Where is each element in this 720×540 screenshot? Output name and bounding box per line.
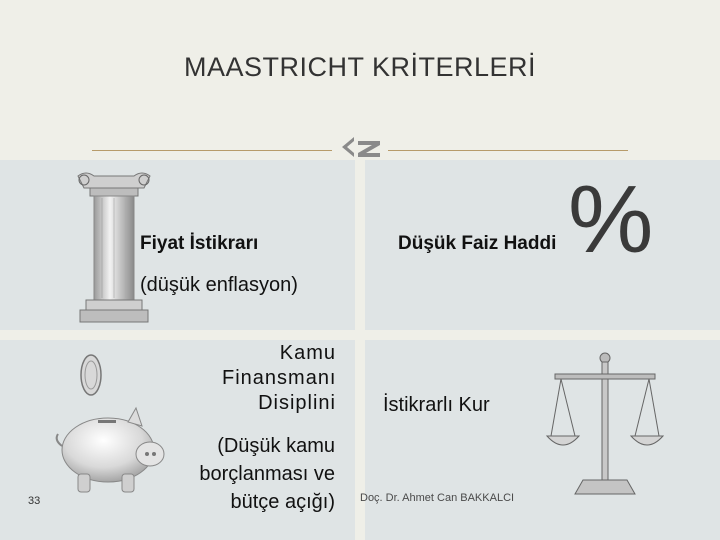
note-line-1: (Düşük kamu [217,435,335,457]
note-line-3: bütçe açığı) [230,491,335,513]
ornament-icon [338,133,384,161]
fiscal-discipline-label [222,341,336,416]
divider-line-left [92,150,332,151]
note-line-2: borçlanması ve [199,463,335,485]
coin-icon [78,352,104,398]
stable-exchange-label: İstikrarlı Kur [383,394,490,416]
fiscal-discipline-note [175,432,335,516]
author-credit: Doç. Dr. Ahmet Can BAKKALCI [360,492,515,504]
panel-stable-exchange [365,340,720,540]
percent-symbol: % [568,166,654,273]
low-interest-label: Düşük Faiz Haddi [398,233,557,254]
piggy-bank-icon [50,400,170,500]
slide-title: MAASTRICHT KRİTERLERİ [183,52,537,82]
low-inflation-label: (düşük enflasyon) [140,274,298,296]
scales-icon [545,350,665,500]
fiscal-line-2: Finansmanı [222,367,337,389]
divider-line-right [388,150,628,151]
price-stability-label: Fiyat İstikrarı [140,233,259,254]
page-number: 33 [28,495,41,507]
fiscal-line-3: Disiplini [258,392,336,414]
fiscal-line-1: Kamu [279,342,336,364]
